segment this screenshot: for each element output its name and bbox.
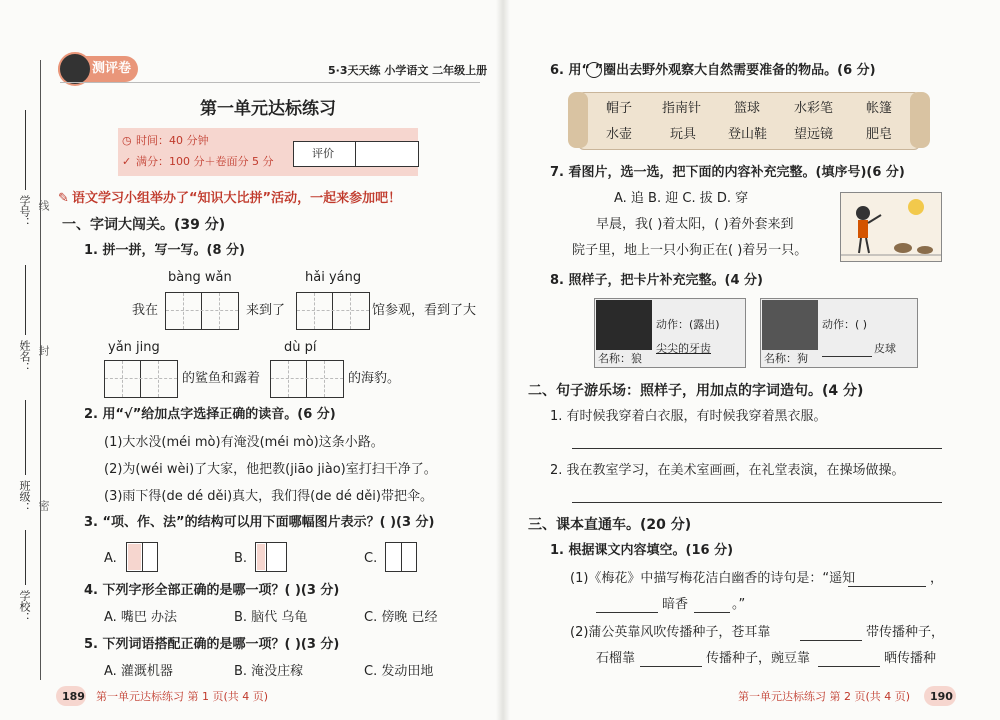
q4-option-b[interactable]: B. 脑代 乌龟 — [234, 610, 308, 625]
header-rule — [60, 82, 480, 83]
footer-right: 第一单元达标练习 第 2 页(共 4 页) — [738, 690, 911, 703]
card1-detail: 尖尖的牙齿 — [656, 342, 711, 355]
s3-a-line-1: (1)《梅花》中描写梅花洁白幽香的诗句是：“遥知 — [570, 571, 856, 586]
tian-grid-divider — [332, 292, 333, 330]
page-number-right: 190 — [930, 690, 953, 703]
s3-b-line-2a: 石榴靠 — [596, 651, 636, 666]
s3-b-line-2c: 晒传播种 — [884, 651, 937, 666]
q2-prompt: 2. 用“√”给加点字选择正确的读音。(6 分) — [84, 407, 336, 422]
q1-text-c: 馆参观，看到了大 — [372, 303, 477, 318]
tian-grid-bangwan[interactable] — [165, 292, 239, 330]
s3-a-blank-3[interactable] — [694, 612, 730, 613]
class-field[interactable] — [25, 400, 26, 475]
eval-divider — [355, 141, 356, 167]
item-compass[interactable]: 指南针 — [662, 101, 702, 116]
tian-grid-haiyang[interactable] — [296, 292, 370, 330]
binding-line — [40, 60, 41, 680]
card2-detail: 皮球 — [874, 342, 896, 355]
tian-grid-guide — [183, 293, 184, 329]
s3-b-line-1b: 带传播种子， — [866, 625, 945, 640]
tian-grid-guide — [324, 361, 325, 397]
page-title: 第一单元达标练习 — [200, 99, 336, 119]
q2-item-3[interactable]: (3)雨下得(de dé děi)真大，我们得(de dé děi)带把伞。 — [104, 489, 433, 504]
item-soap[interactable]: 肥皂 — [866, 127, 893, 142]
structure-highlight — [257, 544, 265, 570]
q1-prompt: 1. 拼一拼，写一写。(8 分) — [84, 243, 245, 258]
card1-name: 名称：狼 — [598, 352, 642, 365]
q7-options: A. 追 B. 迎 C. 拔 D. 穿 — [614, 191, 749, 206]
s3-a-line-2a: 暗香 — [662, 597, 689, 612]
dog-photo — [762, 300, 818, 350]
series-header: 5·3天天练 小学语文 二年级上册 — [328, 64, 488, 77]
page-fold — [496, 0, 510, 720]
tian-grid-dupi[interactable] — [270, 360, 344, 398]
structure-highlight — [128, 544, 141, 570]
s3-b-blank-2[interactable] — [640, 666, 702, 667]
school-field[interactable] — [25, 530, 26, 585]
card1-action: 动作：(露出) — [656, 318, 720, 331]
tian-grid-yanjing[interactable] — [104, 360, 178, 398]
name-field[interactable] — [25, 265, 26, 335]
s3-b-line-1a: (2)蒲公英靠风吹传播种子，苍耳靠 — [570, 625, 771, 640]
q1-text-a: 我在 — [132, 303, 159, 318]
margin-school-label: 学校： — [18, 590, 31, 623]
circle-icon — [586, 62, 602, 78]
margin-seal-mark: 封 — [37, 345, 50, 356]
q5-option-b[interactable]: B. 淹没庄稼 — [234, 664, 304, 679]
item-watercolor-pen[interactable]: 水彩笔 — [794, 101, 834, 116]
full-score: 满分：100 分＋卷面分 5 分 — [136, 155, 274, 168]
section-2-heading: 二、句子游乐场：照样子，用加点的字词造句。(4 分) — [528, 383, 864, 399]
q8-prompt: 8. 照样子，把卡片补充完整。(4 分) — [550, 273, 763, 288]
intro-text: 语文学习小组举办了“知识大比拼”活动，一起来参加吧！ — [72, 191, 402, 206]
tian-grid-guide — [297, 310, 369, 311]
item-hiking-shoes[interactable]: 登山鞋 — [728, 127, 768, 142]
tian-grid-divider — [306, 360, 307, 398]
tian-grid-guide — [288, 361, 289, 397]
q4-option-c[interactable]: C. 傍晚 已经 — [364, 610, 438, 625]
s3-q1: 1. 根据课文内容填空。(16 分) — [550, 543, 734, 558]
q4-prompt: 4. 下列字形全部正确的是哪一项？( )(3 分) — [84, 583, 340, 598]
page-number-left: 189 — [62, 690, 85, 703]
q3-option-b-label[interactable]: B. — [234, 551, 248, 566]
tian-grid-guide — [105, 378, 177, 379]
q5-option-a[interactable]: A. 灌溉机器 — [104, 664, 173, 679]
margin-dense-mark: 密 — [37, 500, 50, 511]
footer-left: 第一单元达标练习 第 1 页(共 4 页) — [96, 690, 269, 703]
q5-option-c[interactable]: C. 发动田地 — [364, 664, 434, 679]
s2-q2: 2. 我在教室学习，在美术室画画，在礼堂表演，在操场做操。 — [550, 463, 905, 478]
tian-grid-guide — [271, 378, 343, 379]
tian-grid-divider — [140, 360, 141, 398]
card2-blank[interactable] — [822, 356, 872, 357]
q1-text-b: 来到了 — [246, 303, 286, 318]
q3-option-a-label[interactable]: A. — [104, 551, 117, 566]
boy-and-dogs-icon — [841, 193, 941, 261]
tian-grid-guide — [350, 293, 351, 329]
q2-item-2[interactable]: (2)为(wéi wèi)了大家，他把教(jiāo jiào)室打扫干净了。 — [104, 462, 437, 477]
s2-q2-answer-line[interactable] — [572, 502, 942, 503]
item-tent[interactable]: 帐篷 — [866, 101, 893, 116]
item-basketball[interactable]: 篮球 — [734, 101, 761, 116]
tian-grid-guide — [219, 293, 220, 329]
q7-illustration — [840, 192, 942, 262]
item-hat[interactable]: 帽子 — [606, 101, 633, 116]
tian-grid-guide — [166, 310, 238, 311]
s3-a-line-2b: 。” — [732, 597, 746, 612]
margin-class-label: 班级： — [18, 480, 31, 513]
eval-label: 评价 — [312, 147, 334, 160]
margin-student-id-label: 学号： — [18, 195, 31, 228]
q3-option-c-label[interactable]: C. — [364, 551, 378, 566]
q2-item-1[interactable]: (1)大水没(méi mò)有淹没(méi mò)这条小路。 — [104, 435, 384, 450]
student-id-field[interactable] — [25, 110, 26, 190]
card2-action[interactable]: 动作：( ) — [822, 318, 868, 331]
workbook-spread: 学号： 线 姓名： 封 班级： 密 学校： 测评卷 5·3天天练 小学语文 二年级上册 第一单元达标练习 ◷ 时间：40 分钟 ✓ 满分：100 分＋卷面分 5 分 评价 ✎ 语文学习小组举办了“知识大比拼”活动，一起来参加吧！ 一、字词大闯关。(39 分) 1. 拼一拼，写一写。(8 分) bàng wǎn hǎi yáng 我在 来到了 馆参观，看到了大 yǎn jing dù pí 的鲨鱼和露着 的海豹。 2. 用“√”给加点字选择正确的读音。(6 分) (1)大水没(méi mò)有淹没(méi mò)这条小路。 (2)为(wéi wèi)了大家，他把教(jiāo jiào)室打扫干净了。 (3)雨下得(de dé děi)真大，我们得(de dé děi)带把伞。 3. “项、作、法”的结构可以用下面哪幅图片表示？( )(3 分) A. B. C. 4. 下列字形全部正确的是哪一项？( )(3 分) A. 嘴巴 办法 B. 脑代 乌龟 C. 傍晚 已经 5. 下列词语搭配正确的是哪一项？( )(3 分) A. 灌溉机器 B. 淹没庄稼 C. 发动田地 189 第一单元达标练习 第 1 页(共 4 页) 6. 用“ ”圈出去野外观察大自然需要准备的物品。(6 分) 帽子 指南针 篮球 水彩笔 帐篷 水壶 玩具 登山鞋 望远镜 肥皂 7. 看图片，选一选，把下面的内容补充完整。(填序号)(6 分) A. 追 B. 迎 C. 拔 D. 穿 早晨，我( )着太阳，( )着外套来到 院子里，地上一只小狗正在( )着另一只。 8. 照样子，把卡片补充完整。(4 分) 动作：(露出) 尖尖的牙齿 名称：狼 动作：( ) 皮球 名称：狗 二、句子游乐场：照样子，用加点的字词造句。(4 分) 1. 有时候我穿着白衣服，有时候我穿着黑衣服。 2. 我在教室学习，在美术室画画，在礼堂表演，在操场做操。 三、课本直通车。(20 分) 1. 根据课文内容填空。(16 分) (1)《梅花》中描写梅花洁白幽香的诗句是：“遥知 ， 暗香 。” (2)蒲公英靠风吹传播种子，苍耳靠 带传播种子， 石榴靠 传播种子，豌豆靠 晒传播种 第一单元达标练习 第 2 页(共 4 页) 190 — [0, 0, 1000, 720]
eval-field[interactable] — [358, 143, 416, 165]
tian-grid-guide — [158, 361, 159, 397]
s3-b-blank-1[interactable] — [800, 640, 862, 641]
scroll-roll-right — [910, 92, 930, 148]
wolf-photo — [596, 300, 652, 350]
structure-divider — [401, 542, 402, 572]
tian-grid-divider — [201, 292, 202, 330]
scroll-roll-left — [568, 92, 588, 148]
section-1-heading: 一、字词大闯关。(39 分) — [62, 217, 226, 233]
q7-line-1[interactable]: 早晨，我( )着太阳，( )着外套来到 — [596, 217, 794, 232]
q7-line-2[interactable]: 院子里，地上一只小狗正在( )着另一只。 — [572, 243, 808, 258]
s3-a-blank-2[interactable] — [596, 612, 658, 613]
q3-prompt: 3. “项、作、法”的结构可以用下面哪幅图片表示？( )(3 分) — [84, 515, 435, 530]
card2-name: 名称：狗 — [764, 352, 808, 365]
structure-divider — [266, 542, 267, 572]
structure-divider — [142, 542, 143, 572]
tian-grid-guide — [122, 361, 123, 397]
pinyin-yanjing: yǎn jing — [108, 340, 160, 355]
pinyin-haiyang: hǎi yáng — [305, 270, 362, 285]
s3-b-blank-3[interactable] — [818, 666, 880, 667]
s3-a-blank-1[interactable] — [848, 586, 926, 587]
mascot-icon — [58, 52, 92, 86]
margin-line-mark: 线 — [37, 200, 50, 211]
badge-label: 测评卷 — [92, 61, 132, 76]
item-kettle[interactable]: 水壶 — [606, 127, 633, 142]
pinyin-bangwan: bàng wǎn — [168, 270, 232, 285]
q4-option-a[interactable]: A. 嘴巴 办法 — [104, 610, 178, 625]
tian-grid-guide — [314, 293, 315, 329]
s3-b-line-2b: 传播种子，豌豆靠 — [706, 651, 811, 666]
time-limit: 时间：40 分钟 — [136, 134, 209, 147]
q6-prompt: 6. 用“ ”圈出去野外观察大自然需要准备的物品。(6 分) — [550, 63, 876, 78]
s2-q1: 1. 有时候我穿着白衣服，有时候我穿着黑衣服。 — [550, 409, 827, 424]
q5-prompt: 5. 下列词语搭配正确的是哪一项？( )(3 分) — [84, 637, 340, 652]
item-toy[interactable]: 玩具 — [670, 127, 697, 142]
pencil-icon: ✎ — [58, 191, 69, 206]
section-3-heading: 三、课本直通车。(20 分) — [528, 517, 692, 533]
q1-text-e: 的海豹。 — [348, 371, 401, 386]
item-telescope[interactable]: 望远镜 — [794, 127, 834, 142]
q7-prompt: 7. 看图片，选一选，把下面的内容补充完整。(填序号)(6 分) — [550, 165, 905, 180]
s2-q1-answer-line[interactable] — [572, 448, 942, 449]
s3-a-comma: ， — [930, 571, 944, 586]
q1-text-d: 的鲨鱼和露着 — [182, 371, 261, 386]
pinyin-dupi: dù pí — [284, 340, 317, 355]
margin-name-label: 姓名： — [18, 340, 31, 373]
